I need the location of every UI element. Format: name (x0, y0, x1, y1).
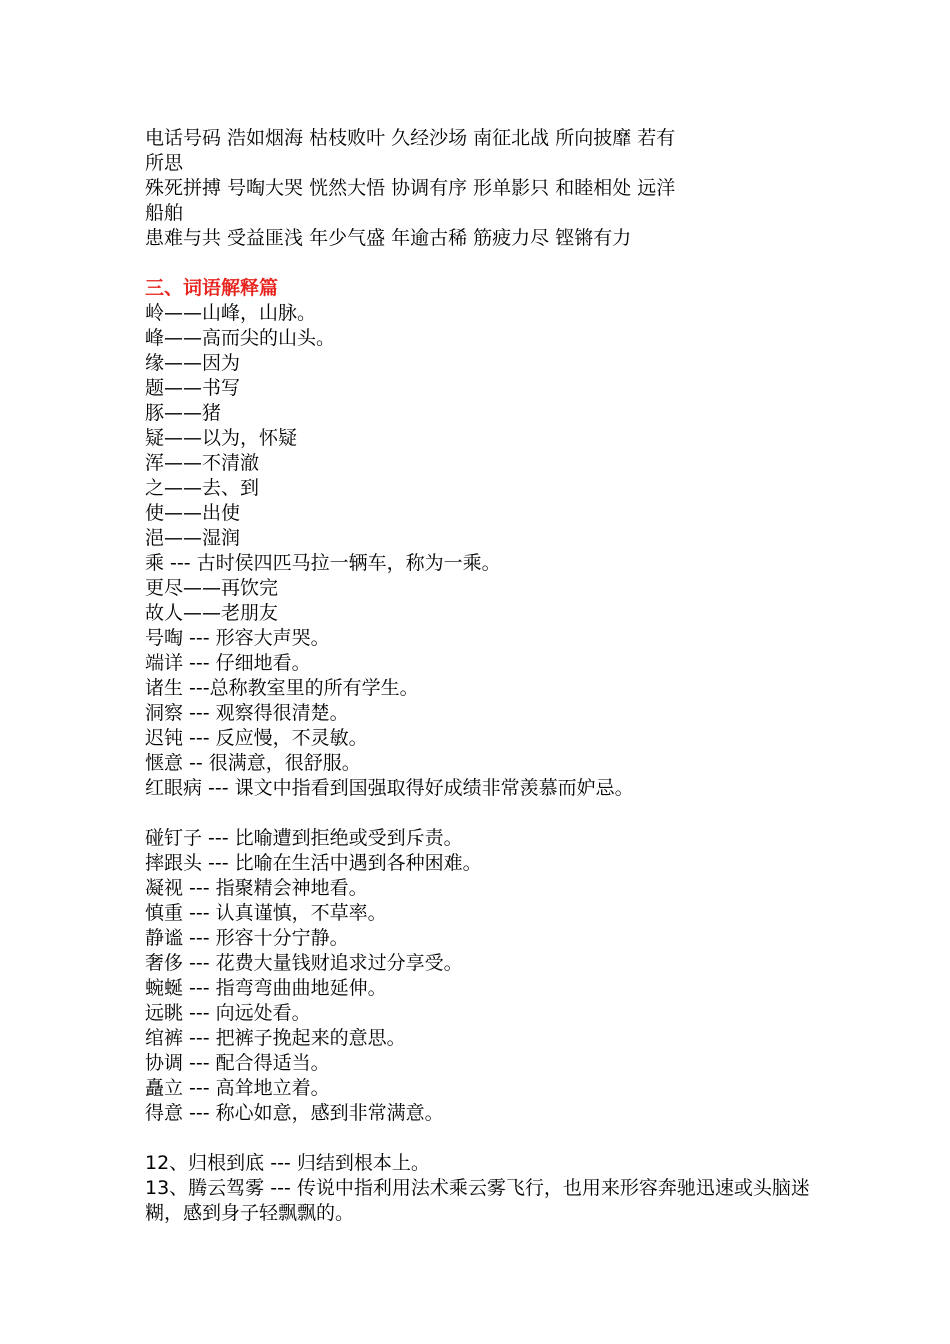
definition-item: 使——出使 (145, 502, 241, 524)
definition-item: 浥——湿润 (145, 527, 241, 549)
definition-item: 浑——不清澈 (145, 452, 260, 474)
numbered-list (145, 1151, 815, 1226)
definition-item: 静谧 --- 形容十分宁静。 (145, 927, 349, 949)
idiom-row-2-cont: 船舶 (145, 202, 184, 224)
definition-item: 题——书写 (145, 377, 241, 399)
idiom-row-3: 患难与共 受益匪浅 年少气盛 年逾古稀 筋疲力尽 铿锵有力 (145, 227, 632, 249)
definition-item: 诸生 ---总称教室里的所有学生。 (145, 677, 419, 699)
definition-item: 蜿蜒 --- 指弯弯曲曲地延伸。 (145, 977, 387, 999)
definition-item: 协调 --- 配合得适当。 (145, 1052, 330, 1074)
spacer (145, 801, 815, 826)
definition-item: 红眼病 --- 课文中指看到国强取得好成绩非常羡慕而妒忌。 (145, 777, 634, 799)
numbered-item: 12、归根到底 --- 归结到根本上。 (145, 1152, 430, 1174)
definition-item: 故人——老朋友 (145, 602, 279, 624)
definition-item: 远眺 --- 向远处看。 (145, 1002, 311, 1024)
definition-item: 惬意 -- 很满意，很舒服。 (145, 752, 361, 774)
definition-item: 洞察 --- 观察得很清楚。 (145, 702, 349, 724)
spacer (145, 251, 815, 276)
numbered-item: 13、腾云驾雾 --- 传说中指利用法术乘云雾飞行，也用来形容奔驰迅速或头脑迷糊，感到身子轻飘飘的。 (145, 1177, 810, 1224)
definition-item: 碰钉子 --- 比喻遭到拒绝或受到斥责。 (145, 827, 463, 849)
definition-item: 矗立 --- 高耸地立着。 (145, 1077, 330, 1099)
definition-item: 豚——猪 (145, 402, 222, 424)
spacer (145, 1126, 815, 1151)
idiom-row-2: 殊死拼搏 号啕大哭 恍然大悟 协调有序 形单影只 和睦相处 远洋 (145, 177, 676, 199)
definition-item: 迟钝 --- 反应慢，不灵敏。 (145, 727, 368, 749)
definition-item: 端详 --- 仔细地看。 (145, 652, 311, 674)
idiom-row-1-cont: 所思 (145, 152, 184, 174)
definition-item: 凝视 --- 指聚精会神地看。 (145, 877, 368, 899)
section-heading: 三、词语解释篇 (145, 277, 279, 299)
definition-list-2 (145, 826, 815, 1126)
definition-list-1 (145, 301, 815, 801)
document-page (145, 126, 815, 1226)
definition-item: 号啕 --- 形容大声哭。 (145, 627, 330, 649)
definition-item: 慎重 --- 认真谨慎，不草率。 (145, 902, 387, 924)
definition-item: 更尽——再饮完 (145, 577, 279, 599)
definition-item: 缘——因为 (145, 352, 241, 374)
definition-item: 乘 --- 古时侯四匹马拉一辆车，称为一乘。 (145, 552, 501, 574)
definition-item: 绾裤 --- 把裤子挽起来的意思。 (145, 1027, 406, 1049)
definition-item: 得意 --- 称心如意，感到非常满意。 (145, 1102, 444, 1124)
definition-item: 疑——以为，怀疑 (145, 427, 298, 449)
definition-item: 摔跟头 --- 比喻在生活中遇到各种困难。 (145, 852, 482, 874)
definition-item: 之——去、到 (145, 477, 260, 499)
definition-item: 峰——高而尖的山头。 (145, 327, 336, 349)
definition-item: 岭——山峰，山脉。 (145, 302, 317, 324)
idiom-row-1: 电话号码 浩如烟海 枯枝败叶 久经沙场 南征北战 所向披靡 若有 (145, 127, 676, 149)
definition-item: 奢侈 --- 花费大量钱财追求过分享受。 (145, 952, 463, 974)
